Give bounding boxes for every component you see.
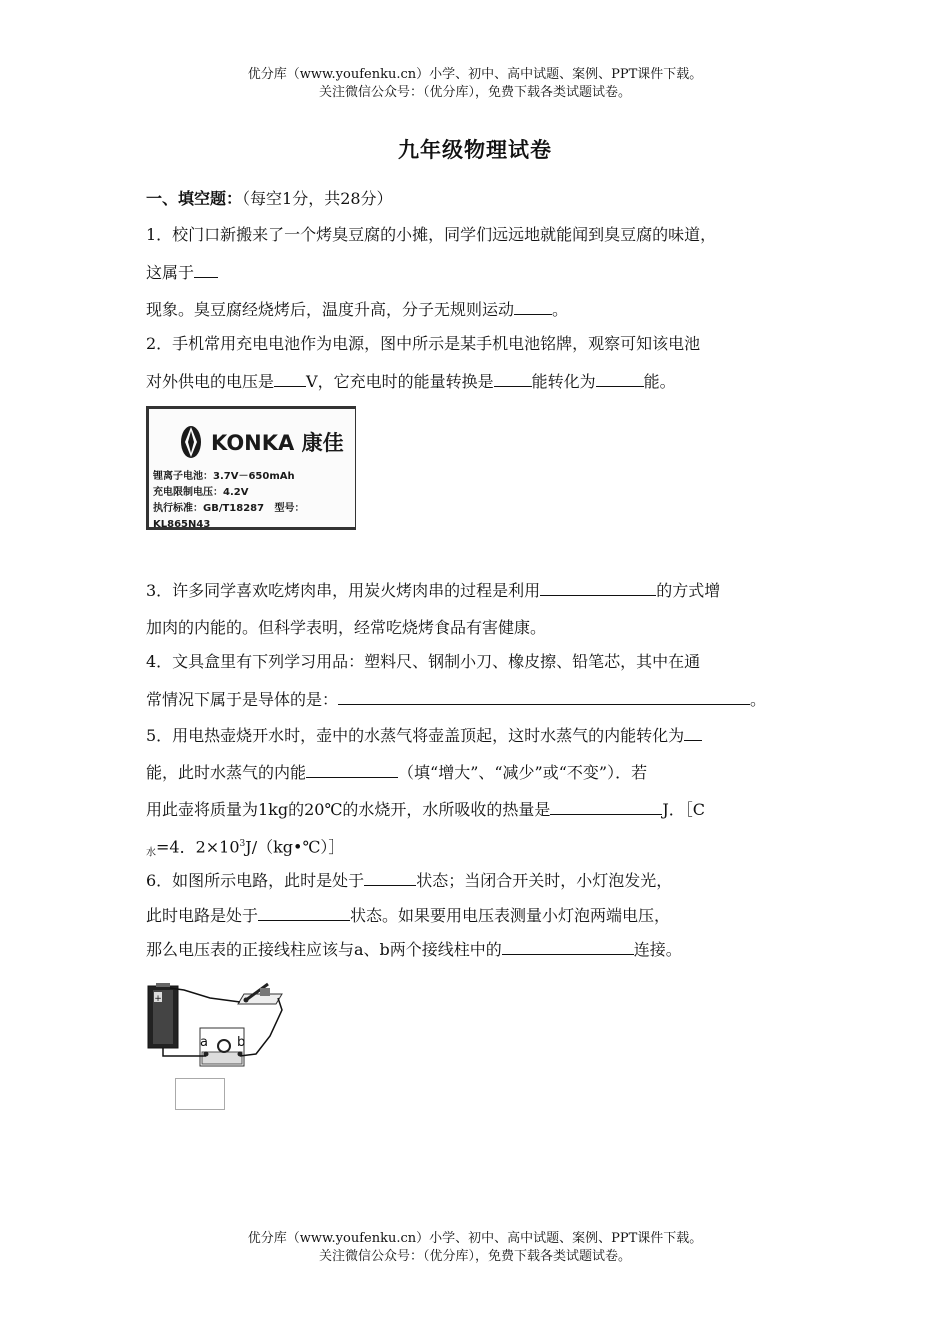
q2-text-b4: 能。 [643, 372, 676, 391]
battery-standard: 执行标准：GB/T18287 [153, 503, 265, 514]
q6-text-c1: 那么电压表的正接线柱应该与a、b两个接线柱中的 [146, 940, 502, 959]
q6-text-b1: 此时电路是处于 [146, 906, 259, 925]
switch-icon [238, 984, 282, 1004]
q1-text-c: 现象。臭豆腐经烧烤后，温度升高，分子无规则运动 [146, 300, 515, 319]
battery-spec-row-3 [153, 501, 355, 533]
q4-blank[interactable] [338, 688, 750, 705]
terminal-a-label: a [200, 1035, 208, 1050]
wire-b-to-switch [240, 998, 282, 1056]
battery-spec-row-1: 锂离子电池：3.7V－650mAh [153, 471, 295, 482]
q4-text-b1: 常情况下属于是导体的是： [146, 690, 339, 709]
q2-blank-energy-to[interactable] [596, 370, 644, 387]
q5-sub-water: 水 [146, 847, 156, 859]
q5-line-4 [146, 833, 344, 864]
q5-line-2 [146, 761, 647, 784]
q5-blank-3[interactable] [550, 798, 662, 815]
q5-text-c1: 用此壶将质量为1kg的20℃的水烧开，水所吸收的热量是 [146, 800, 551, 819]
q1-text-b: 这属于 [146, 263, 195, 282]
circuit-diagram [140, 980, 300, 1080]
footer-line-2: 关注微信公众号：（优分库），免费下载各类试题试卷。 [318, 1249, 631, 1264]
q3-blank[interactable] [540, 579, 656, 596]
q5-text-b1: 能，此时水蒸气的内能 [146, 763, 307, 782]
konka-logo-icon [181, 426, 201, 458]
wire-switch-to-battery [170, 988, 240, 1002]
q2-blank-voltage[interactable] [274, 370, 306, 387]
q3-text-a1: 3．许多同学喜欢吃烤肉串，用炭火烤肉串的过程是利用 [146, 581, 541, 600]
q2-text-b2: V，它充电时的能量转换是 [306, 372, 494, 391]
battery-spec-row-2: 充电限制电压：4.2V [153, 487, 249, 498]
q1-line-1: 1．校门口新搬来了一个烤臭豆腐的小摊，同学们远远地就能闻到臭豆腐的味道， [146, 225, 717, 244]
q1-blank-1[interactable] [194, 261, 218, 278]
header-line-2: 关注微信公众号：（优分库），免费下载各类试题试卷。 [318, 85, 631, 100]
q5-line-3 [146, 798, 705, 821]
page-footer [0, 1230, 950, 1266]
q6-text-a2: 状态；当闭合开关时，小灯泡发光， [416, 871, 673, 890]
q4-line-2 [146, 688, 766, 711]
q5-text-c2: J．［C [662, 800, 706, 819]
q6-line-3 [146, 938, 682, 961]
q1-blank-2[interactable] [514, 298, 552, 315]
q2-line-1: 2．手机常用充电电池作为电源，图中所示是某手机电池铭牌，观察可知该电池 [146, 334, 701, 353]
q6-blank-2[interactable] [258, 904, 350, 921]
battery-model: 型号：KL865N43 [153, 503, 305, 530]
q5-text-b2: （填“增大”、“减少”或“不变”）．若 [398, 763, 648, 782]
q5-text-a: 5．用电热壶烧开水时，壶中的水蒸气将壶盖顶起，这时水蒸气的内能转化为 [146, 726, 685, 745]
empty-box [175, 1078, 225, 1110]
q4-line-1: 4．文具盒里有下列学习用品：塑料尺、钢制小刀、橡皮擦、铅笔芯，其中在通 [146, 652, 701, 671]
q6-text-c2: 连接。 [633, 940, 682, 959]
battery-brand: KONKA 康佳 [211, 431, 344, 455]
terminal-b-label: b [237, 1035, 246, 1050]
q5-line-1 [146, 724, 702, 747]
footer-line-1: 优分库（www.youfenku.cn）小学、初中、高中试题、案例、PPT课件下载。 [247, 1231, 703, 1246]
q1-text-d: 。 [552, 300, 569, 319]
q5-text-d1: =4．2×10 [156, 837, 240, 857]
q6-text-b2: 状态。如果要用电压表测量小灯泡两端电压， [350, 906, 671, 925]
q5-blank-1[interactable] [684, 724, 702, 741]
q5-sup-exp: 3 [239, 839, 246, 849]
q4-text-b2: 。 [750, 690, 767, 709]
q3-line-1 [146, 579, 720, 602]
q3-line-2: 加肉的内能的。但科学表明，经常吃烧烤食品有害健康。 [146, 618, 547, 637]
page-title: 九年级物理试卷 [398, 137, 552, 162]
page-header [0, 66, 950, 102]
q5-blank-2[interactable] [306, 761, 398, 778]
svg-text:+: + [154, 994, 162, 1004]
section-label: 一、填空题： [146, 189, 243, 208]
q5-text-d2: J/（kg•℃）］ [245, 837, 345, 857]
q2-line-2 [146, 370, 676, 393]
q6-text-a1: 6．如图所示电路，此时是处于 [146, 871, 365, 890]
q2-text-b3: 能转化为 [531, 372, 596, 391]
q1-line-2 [146, 261, 218, 284]
battery-specs [153, 469, 355, 533]
q1-line-3 [146, 298, 568, 321]
section-note: （每空1分，共28分） [242, 189, 393, 208]
section-heading [146, 188, 393, 210]
header-line-1: 优分库（www.youfenku.cn）小学、初中、高中试题、案例、PPT课件下载。 [247, 67, 703, 82]
q2-blank-energy-from[interactable] [494, 370, 532, 387]
q6-blank-3[interactable] [502, 938, 634, 955]
q6-blank-1[interactable] [364, 869, 416, 886]
battery-label-image [146, 406, 356, 530]
q6-line-2 [146, 904, 670, 927]
q6-line-1 [146, 869, 672, 892]
battery-icon [148, 983, 178, 1048]
q2-text-b1: 对外供电的电压是 [146, 372, 275, 391]
q3-text-a2: 的方式增 [656, 581, 721, 600]
